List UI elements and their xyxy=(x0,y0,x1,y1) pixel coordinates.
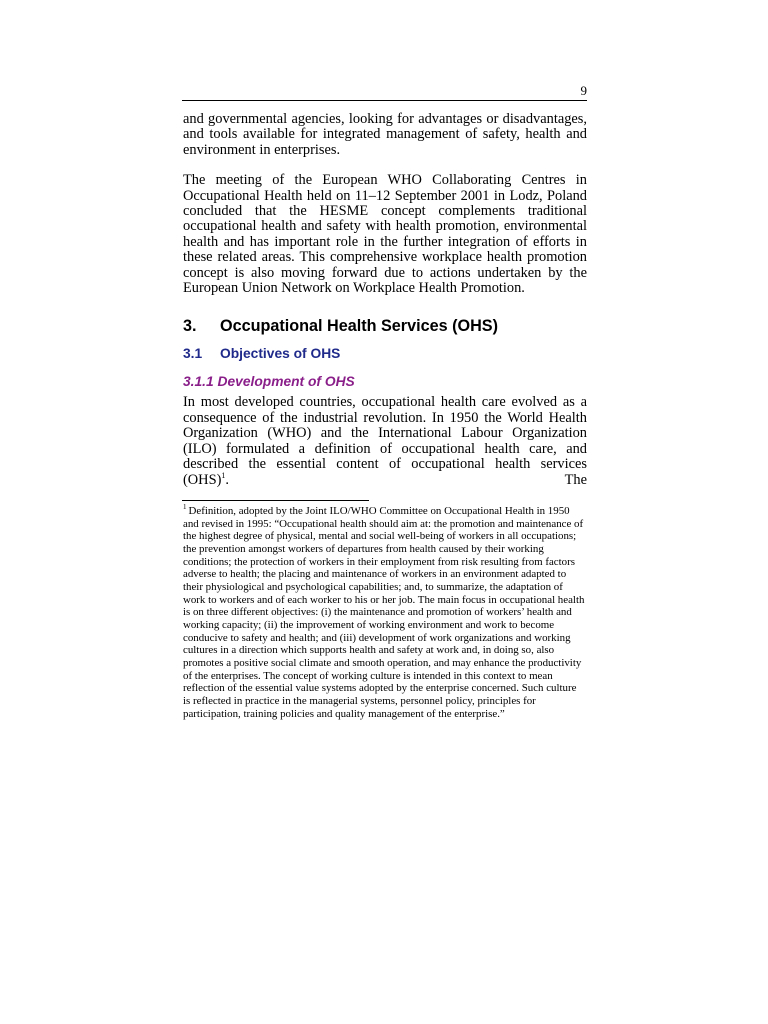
page-number: 9 xyxy=(580,83,587,98)
header-rule xyxy=(182,100,587,101)
subsubsection-heading: 3.1.1 Development of OHS xyxy=(183,374,355,390)
paragraph-ohs-development xyxy=(183,395,587,487)
footnote-reference[interactable]: 1 xyxy=(221,470,226,480)
footnote xyxy=(183,505,585,720)
subsection-heading xyxy=(183,345,587,363)
footnote-text: Definition, adopted by the Joint ILO/WHO Committee on Occupational Health in 1950 and revised in 1995: “Occupational health should aim at: the promotion and maintenance of the highest degree of physical, mental and social well-being of workers in all occupations; the prevention amongst workers of departures from health caused by their working conditions; the protection of workers in their employment from risk resulting from factors adverse to health; the placing and maintenance of workers in an environment adapted to their physiological and psychological capabilities; and, to summarize, the adaptation of work to workers and of each worker to his or her job. The main focus in occupational health is on three different objectives: (i) the maintenance and promotion of workers’ health and working capacity; (ii) the improvement of working environment and work to become conducive to safety and health; and (iii) development of work organizations and working cultures in a direction which supports health and safety at work and, in doing so, also promotes a positive social climate and smooth operation, and may enhance the productivity of the enterprises. The concept of working culture is intended in this context to mean reflection of the essential value systems adopted by the enterprise concerned. Such culture is reflected in practice in the managerial systems, personnel policy, principles for participation, training policies and quality management of the enterprise.” xyxy=(183,505,585,720)
subsection-number: 3.1 xyxy=(183,346,203,362)
section-heading xyxy=(183,316,587,336)
footnote-rule xyxy=(182,500,369,501)
footnote-marker: 1 xyxy=(183,503,187,512)
subsection-title: Objectives of OHS xyxy=(220,346,341,362)
section-number: 3. xyxy=(183,317,197,336)
paragraph-who-meeting: The meeting of the European WHO Collaborating Centres in Occupational Health held on 11–12 September 2001 in Lodz, Poland concluded that the HESME concept complements traditional occupational health and safety with health promotion, environmental health and has important role in the further integration of efforts in these related areas. This comprehensive workplace health promotion concept is also moving forward due to actions undertaken by the European Union Network on Workplace Health Promotion. xyxy=(183,172,587,297)
page-body xyxy=(183,112,587,488)
paragraph-intro-continuation: and governmental agencies, looking for advantages or disadvantages, and tools available for integrated management of safety, health and environment in enterprises. xyxy=(183,111,587,158)
paragraph-ohs-tail: . The xyxy=(225,471,587,488)
section-title: Occupational Health Services (OHS) xyxy=(220,317,498,336)
paragraph-ohs-text: In most developed countries, occupational health care evolved as a consequence of the industrial revolution. In 1950 the World Health Organization (WHO) and the International Labour Organization (ILO) formulated a definition of occupational health care, and described the essential content of occupational health services (OHS) xyxy=(183,394,587,488)
